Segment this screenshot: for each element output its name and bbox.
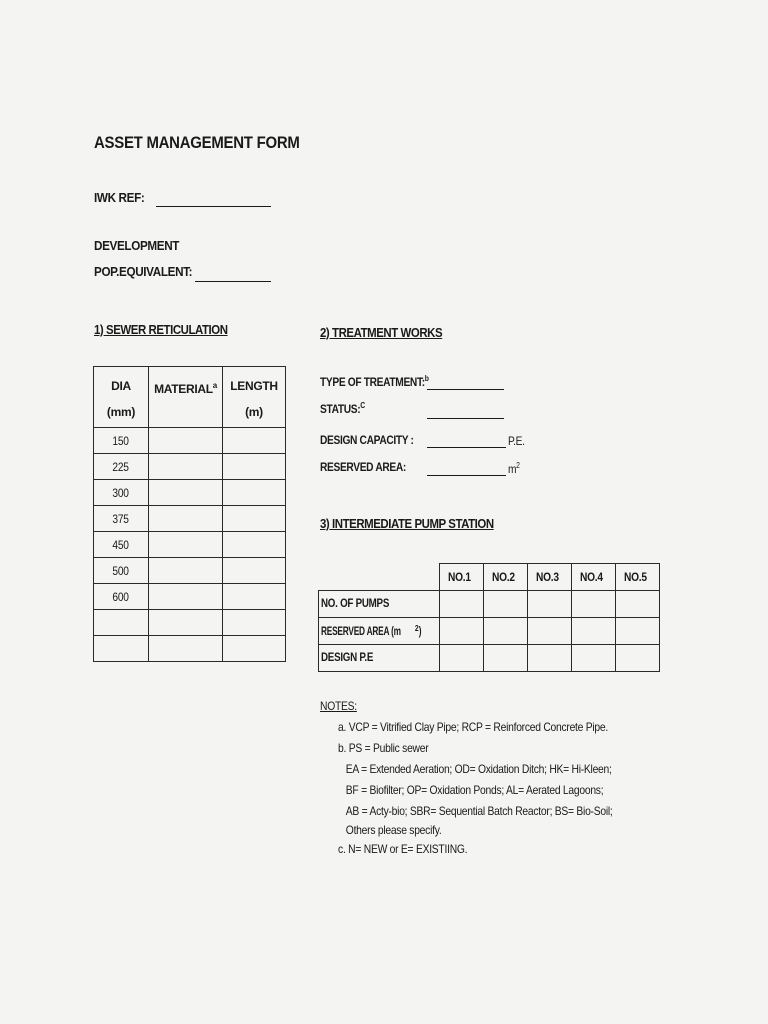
notes-section	[320, 696, 660, 860]
length-cell[interactable]	[223, 506, 286, 532]
reserved-area-unit	[508, 461, 520, 476]
material-cell[interactable]	[149, 506, 223, 532]
type-of-treatment-label	[320, 374, 429, 389]
pump-cell[interactable]	[616, 591, 660, 618]
pump-cell[interactable]	[616, 618, 660, 645]
pump-header-row	[319, 564, 660, 591]
length-cell[interactable]	[223, 584, 286, 610]
pump-cell[interactable]	[528, 618, 572, 645]
table-row	[94, 584, 286, 610]
table-row	[319, 591, 660, 618]
type-of-treatment-field[interactable]	[427, 389, 504, 390]
length-cell[interactable]	[223, 532, 286, 558]
pump-cell[interactable]	[616, 645, 660, 672]
pump-cell[interactable]	[528, 645, 572, 672]
table-row	[319, 618, 660, 645]
table-row	[94, 610, 286, 636]
development-label: DEVELOPMENT	[94, 238, 180, 253]
length-cell[interactable]	[223, 558, 286, 584]
pump-col-header	[440, 564, 484, 591]
dia-value: 150	[112, 433, 130, 448]
pump-cell[interactable]	[484, 645, 528, 672]
pop-equivalent-label: POP.EQUIVALENT:	[94, 264, 193, 279]
material-footnote: a	[212, 381, 217, 390]
iwk-ref-field[interactable]	[156, 206, 271, 207]
dia-cell[interactable]	[94, 636, 149, 662]
material-cell[interactable]	[149, 636, 223, 662]
length-header	[223, 367, 286, 428]
pump-col-header	[616, 564, 660, 591]
col-label: NO.5	[624, 570, 648, 584]
material-cell[interactable]	[149, 454, 223, 480]
row-label-reserved-area	[321, 624, 421, 639]
dia-value: 600	[112, 589, 130, 604]
col-label: NO.3	[536, 570, 560, 584]
notes-title: NOTES:	[320, 699, 357, 713]
length-unit-label: (m)	[245, 405, 263, 419]
pump-cell[interactable]	[572, 591, 616, 618]
dia-value: 300	[112, 485, 130, 500]
length-cell[interactable]	[223, 636, 286, 662]
table-row	[94, 506, 286, 532]
reserved-area-close: )	[418, 626, 421, 639]
material-header-label: MATERIAL	[154, 382, 213, 396]
note-b-others: Others please specify.	[345, 823, 442, 837]
pump-col-header	[484, 564, 528, 591]
pump-station-table	[318, 563, 660, 672]
material-cell[interactable]	[149, 532, 223, 558]
design-capacity-label: DESIGN CAPACITY :	[320, 433, 414, 447]
dia-header	[94, 367, 149, 428]
pump-col-header	[528, 564, 572, 591]
reserved-unit-exponent: 2	[516, 461, 520, 470]
dia-cell[interactable]	[94, 610, 149, 636]
reserved-area-text: RESERVED AREA (m	[321, 626, 401, 639]
iwk-ref-label: IWK REF:	[94, 190, 145, 205]
col-label: NO.2	[492, 570, 516, 584]
type-footnote: b	[424, 374, 429, 383]
sewer-header-row	[94, 367, 286, 428]
pump-cell[interactable]	[440, 618, 484, 645]
pump-cell[interactable]	[528, 591, 572, 618]
col-label: NO.4	[580, 570, 604, 584]
dia-value: 450	[112, 537, 130, 552]
table-row	[94, 454, 286, 480]
dia-header-label: DIA	[111, 379, 131, 393]
col-label: NO.1	[448, 570, 472, 584]
note-c: c. N= NEW or E= EXISTIING.	[338, 842, 468, 856]
reserved-area-label: RESERVED AREA:	[320, 460, 406, 474]
sewer-reticulation-heading: 1) SEWER RETICULATION	[94, 322, 228, 337]
pump-cell[interactable]	[572, 618, 616, 645]
length-cell[interactable]	[223, 454, 286, 480]
table-row	[319, 645, 660, 672]
note-b-bf: BF = Biofilter; OP= Oxidation Ponds; AL= Aerated Lagoons;	[345, 783, 604, 797]
reserved-unit-text: m	[508, 462, 517, 476]
length-cell[interactable]	[223, 428, 286, 454]
table-row	[94, 480, 286, 506]
status-label	[320, 401, 365, 416]
pump-col-header	[572, 564, 616, 591]
material-cell[interactable]	[149, 428, 223, 454]
pump-cell[interactable]	[572, 645, 616, 672]
reserved-area-field[interactable]	[427, 475, 506, 476]
table-row	[94, 636, 286, 662]
dia-value: 375	[112, 511, 130, 526]
form-title: ASSET MANAGEMENT FORM	[94, 133, 300, 152]
intermediate-pump-station-heading: 3) INTERMEDIATE PUMP STATION	[320, 516, 494, 531]
table-row	[94, 532, 286, 558]
status-field[interactable]	[427, 418, 504, 419]
design-capacity-field[interactable]	[427, 447, 506, 448]
material-header	[149, 367, 223, 428]
treatment-works-heading: 2) TREATMENT WORKS	[320, 325, 443, 340]
dia-value: 225	[112, 459, 130, 474]
row-label-design-pe: DESIGN P.E	[321, 652, 374, 664]
status-footnote: C	[360, 401, 365, 410]
pop-equivalent-field[interactable]	[195, 281, 271, 282]
blank-corner-cell	[319, 564, 440, 591]
pump-cell[interactable]	[440, 591, 484, 618]
capacity-unit: P.E.	[508, 434, 525, 448]
table-row	[94, 558, 286, 584]
status-text: STATUS:	[320, 402, 361, 416]
length-cell[interactable]	[223, 480, 286, 506]
dia-value: 500	[112, 563, 130, 578]
dia-unit-label: (mm)	[106, 405, 136, 419]
pump-cell[interactable]	[484, 591, 528, 618]
sewer-table	[93, 366, 286, 662]
note-b-ea: EA = Extended Aeration; OD= Oxidation Ditch; HK= Hi-Kleen;	[345, 762, 612, 776]
type-of-treatment-text: TYPE OF TREATMENT:	[320, 375, 425, 389]
row-label-no-of-pumps: NO. OF PUMPS	[321, 598, 390, 610]
pump-cell[interactable]	[440, 645, 484, 672]
pump-cell[interactable]	[484, 618, 528, 645]
material-cell[interactable]	[149, 480, 223, 506]
material-cell[interactable]	[149, 558, 223, 584]
material-cell[interactable]	[149, 610, 223, 636]
length-cell[interactable]	[223, 610, 286, 636]
note-b-ab: AB = Acty-bio; SBR= Sequential Batch Reactor; BS= Bio-Soil;	[345, 804, 613, 818]
reserved-area-exponent: 2	[414, 623, 419, 633]
note-a: a. VCP = Vitrified Clay Pipe; RCP = Reinforced Concrete Pipe.	[338, 720, 608, 734]
length-header-label: LENGTH	[230, 379, 278, 393]
material-cell[interactable]	[149, 584, 223, 610]
table-row	[94, 428, 286, 454]
note-b: b. PS = Public sewer	[338, 741, 429, 755]
